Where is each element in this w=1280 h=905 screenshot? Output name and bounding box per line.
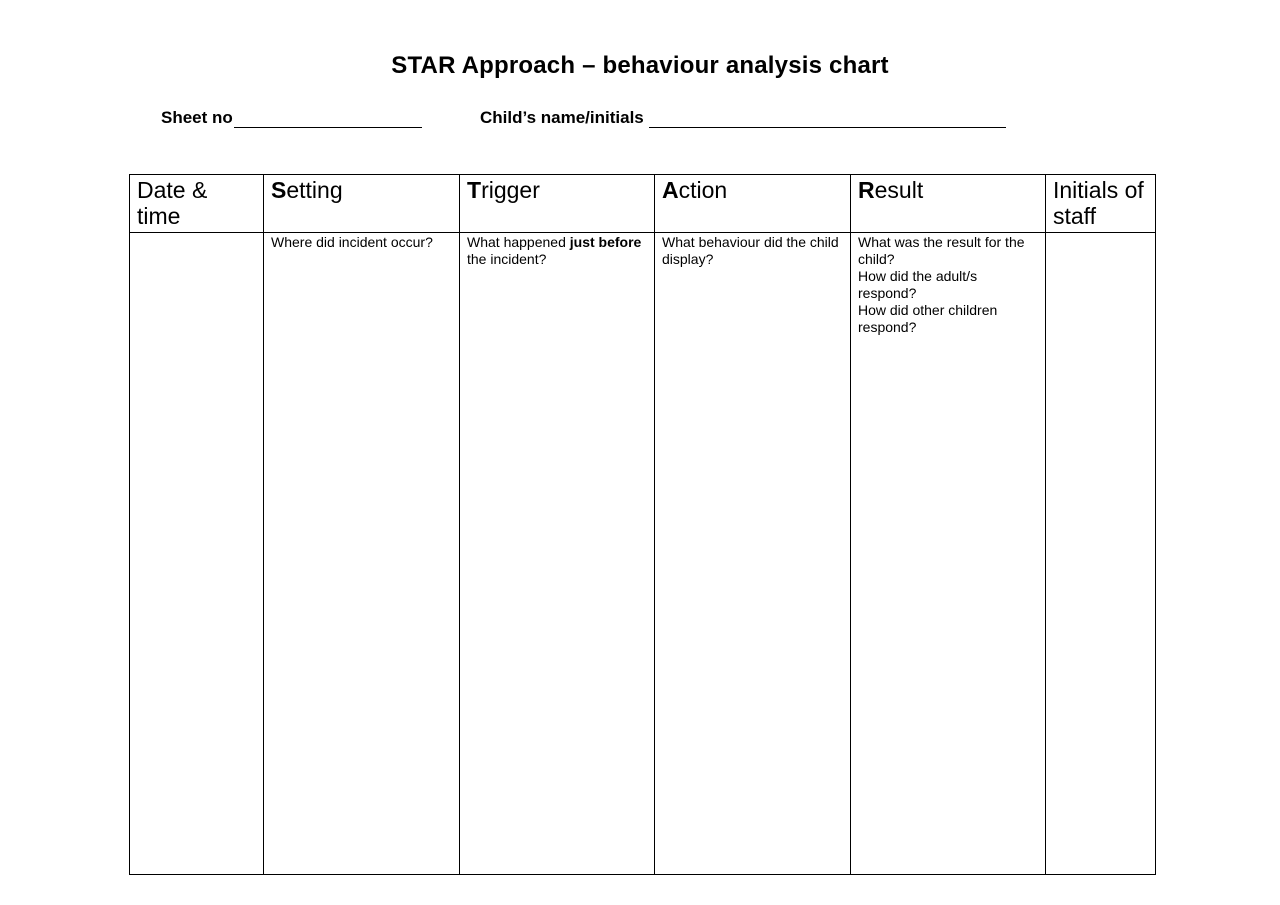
trigger-prompt <box>467 234 641 267</box>
trigger-prompt-text: What happened <box>467 234 570 250</box>
header-setting <box>264 175 460 233</box>
result-prompt: How did other children respond? <box>858 302 998 335</box>
header-label: etting <box>286 177 343 203</box>
star-chart-table <box>129 174 1156 875</box>
header-date-time <box>130 175 264 233</box>
header-initial: T <box>467 177 482 203</box>
sheet-no-field <box>161 108 422 128</box>
sheet-no-blank[interactable] <box>234 109 422 128</box>
trigger-prompt-text: the incident? <box>467 251 547 267</box>
child-name-blank[interactable] <box>649 109 1006 128</box>
child-name-label: Child’s name/initials <box>480 108 644 127</box>
header-label: ction <box>678 177 728 203</box>
header-result <box>851 175 1046 233</box>
date-time-cell[interactable] <box>130 233 264 875</box>
page-title: STAR Approach – behaviour analysis chart <box>391 52 889 79</box>
result-prompt: How did the adult/s respond? <box>858 268 978 301</box>
trigger-cell[interactable] <box>460 233 655 875</box>
sheet-no-label: Sheet no <box>161 108 233 127</box>
header-trigger <box>460 175 655 233</box>
header-action <box>655 175 851 233</box>
header-row <box>130 175 1156 233</box>
entry-row <box>130 233 1156 875</box>
child-name-field <box>480 108 1006 128</box>
result-prompt: What was the result for the child? <box>858 234 1025 267</box>
header-label: Date & time <box>137 177 208 229</box>
action-prompt: What behaviour did the child display? <box>662 234 839 267</box>
header-initial: R <box>858 177 875 203</box>
header-staff-initials <box>1046 175 1156 233</box>
staff-initials-cell[interactable] <box>1046 233 1156 875</box>
trigger-prompt-emphasis: just before <box>569 234 642 250</box>
setting-prompt: Where did incident occur? <box>271 234 433 250</box>
header-label: rigger <box>481 177 540 203</box>
header-initial: S <box>271 177 287 203</box>
header-label: esult <box>874 177 924 203</box>
header-label: Initials of staff <box>1053 177 1144 229</box>
result-cell[interactable] <box>851 233 1046 875</box>
header-initial: A <box>662 177 679 203</box>
action-cell[interactable] <box>655 233 851 875</box>
setting-cell[interactable] <box>264 233 460 875</box>
